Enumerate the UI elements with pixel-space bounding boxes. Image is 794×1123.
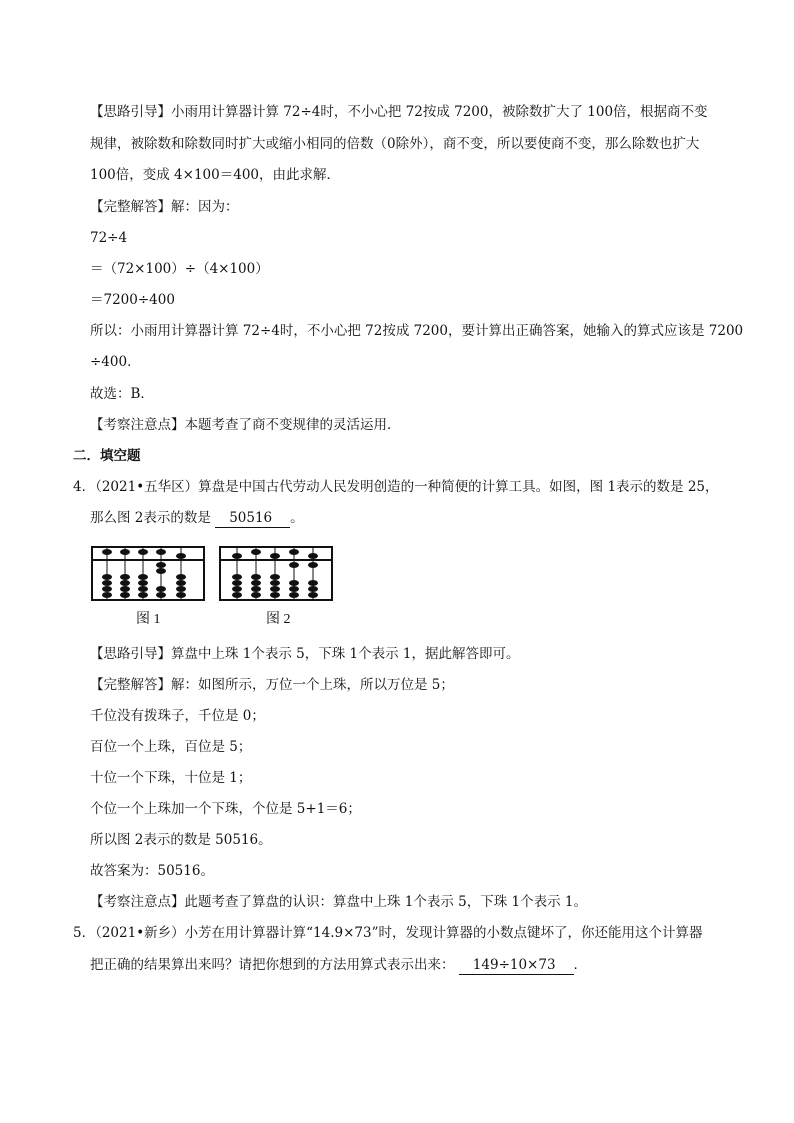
q4-answer-line-7: 故答案为：50516。 — [90, 863, 214, 879]
q3-answer-label: 【完整解答】解：因为： — [90, 199, 239, 215]
q5-line-2 — [90, 955, 587, 975]
q4-answer-line-4: 十位一个下珠，十位是 1； — [90, 770, 252, 786]
figure-2-caption: 图 2 — [266, 612, 291, 627]
q3-so-line-2: ÷400． — [90, 354, 141, 370]
q4-hint: 【思路引导】算盘中上珠 1个表示 5，下珠 1个表示 1，据此解答即可。 — [90, 646, 520, 662]
q4-answer-line-1: 【完整解答】解：如图所示，万位一个上珠，所以万位是 5； — [90, 677, 454, 693]
q3-step-2: ＝（72×100）÷（4×100） — [90, 261, 269, 277]
figure-1-caption: 图 1 — [136, 612, 161, 627]
q3-hint-line-2: 规律，被除数和除数同时扩大或缩小相同的倍数（0除外），商不变，所以要使商不变，那么除数也扩大 — [90, 136, 700, 152]
q3-step-1: 72÷4 — [90, 230, 128, 246]
q5-line-2-text: 把正确的结果算出来吗？请把你想到的方法用算式表示出来： — [90, 957, 455, 973]
q4-answer-line-6: 所以图 2表示的数是 50516。 — [90, 832, 272, 848]
q3-hint-line-3: 100倍，变成 4×100＝400，由此求解． — [90, 167, 340, 183]
q4-answer-blank: 50516 — [215, 509, 290, 528]
q3-note: 【考察注意点】本题考查了商不变规律的灵活运用． — [90, 417, 401, 433]
section-2-title: 二．填空题 — [73, 448, 141, 464]
abacus-figure-1 — [91, 546, 205, 602]
q4-note: 【考察注意点】此题考查了算盘的认识：算盘中上珠 1个表示 5，下珠 1个表示 1。 — [90, 894, 588, 910]
q3-hint-line-1: 【思路引导】小雨用计算器计算 72÷4时，不小心把 72按成 7200，被除数扩大了 100倍，根据商不变 — [90, 104, 708, 120]
q3-so-line-1: 所以：小雨用计算器计算 72÷4时，不小心把 72按成 7200，要计算出正确答案，她输入的算式应该是 7200 — [90, 323, 744, 339]
q4-line-1: 4．（2021•五华区）算盘是中国古代劳动人民发明创造的一种简便的计算工具。如图，图 1表示的数是 25， — [73, 479, 719, 495]
q4-line-2-end: 。 — [290, 510, 304, 526]
q5-line-2-end: ． — [573, 957, 588, 973]
q5-answer-blank: 149÷10×73 — [459, 956, 574, 975]
q3-step-3: ＝7200÷400 — [90, 292, 175, 308]
q3-choice: 故选：B． — [90, 386, 154, 402]
q4-answer-line-3: 百位一个上珠，百位是 5； — [90, 739, 252, 755]
q4-answer-line-5: 个位一个上珠加一个下珠，个位是 5+1＝6； — [90, 801, 361, 817]
q4-line-2-text: 那么图 2表示的数是 — [90, 510, 211, 526]
abacus-figure-2 — [219, 546, 333, 602]
q4-line-2 — [90, 508, 304, 528]
q5-line-1: 5．（2021•新乡）小芳在用计算器计算“14.9×73”时，发现计算器的小数点键坏了，你还能用这个计算器 — [73, 925, 703, 941]
q4-answer-line-2: 千位没有拨珠子，千位是 0； — [90, 708, 265, 724]
